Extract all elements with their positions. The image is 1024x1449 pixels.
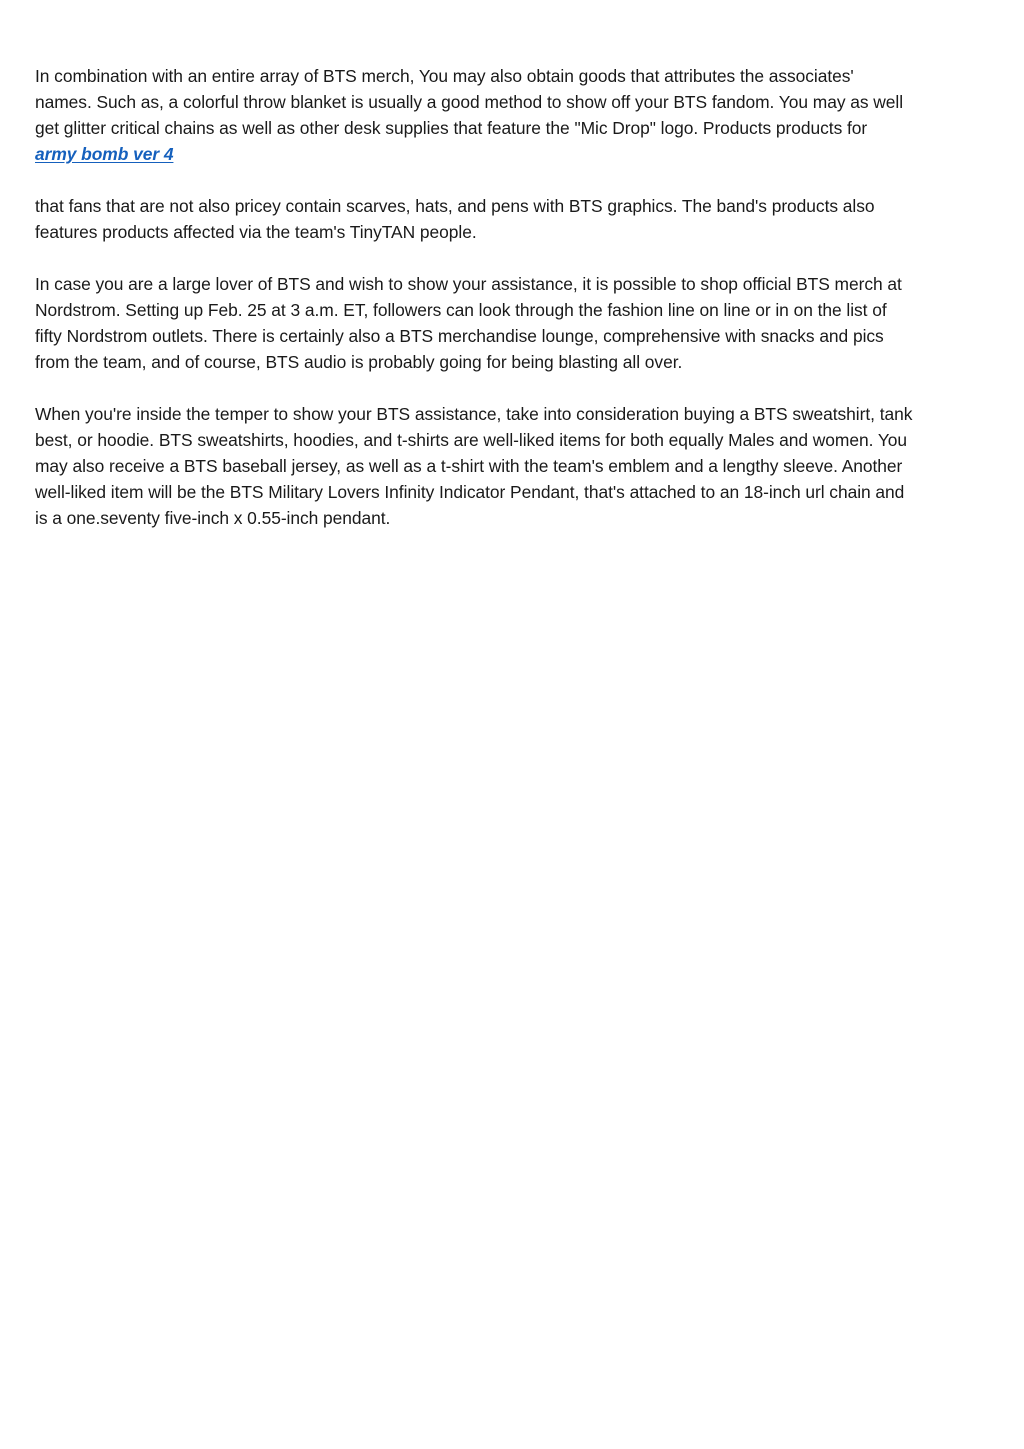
text-line: best, or hoodie. BTS sweatshirts, hoodies, and t-shirts are well-liked items for both equally Males and women. You bbox=[35, 430, 908, 450]
text-line: In case you are a large lover of BTS and wish to show your assistance, it is possible to shop official BTS merch at bbox=[35, 274, 902, 294]
text-line: In combination with an entire array of BTS merch, You may also obtain goods that attributes the associates' bbox=[35, 66, 854, 86]
paragraph-merch-intro bbox=[35, 63, 995, 167]
text-line: names. Such as, a colorful throw blanket is usually a good method to show off your BTS fandom. You may as well bbox=[35, 92, 904, 112]
text-line: fifty Nordstrom outlets. There is certainly also a BTS merchandise lounge, comprehensive with snacks and pics bbox=[35, 326, 884, 346]
document-page bbox=[35, 63, 995, 557]
link-line bbox=[35, 141, 995, 167]
text-line: well-liked item will be the BTS Military Lovers Infinity Indicator Pendant, that's attached to an 18-inch url chain and bbox=[35, 482, 905, 502]
text-line: from the team, and of course, BTS audio is probably going for being blasting all over. bbox=[35, 352, 683, 372]
paragraph-apparel bbox=[35, 401, 995, 531]
text-line: Nordstrom. Setting up Feb. 25 at 3 a.m. ET, followers can look through the fashion line on line or in on the list of bbox=[35, 300, 887, 320]
text-line: may also receive a BTS baseball jersey, as well as a t-shirt with the team's emblem and a lengthy sleeve. Another bbox=[35, 456, 903, 476]
text-line: When you're inside the temper to show your BTS assistance, take into consideration buying a BTS sweatshirt, tank bbox=[35, 404, 913, 424]
army-bomb-link[interactable]: army bomb ver 4 bbox=[35, 144, 174, 164]
text-line: is a one.seventy five-inch x 0.55-inch pendant. bbox=[35, 508, 391, 528]
text-line: that fans that are not also pricey contain scarves, hats, and pens with BTS graphics. The band's products also bbox=[35, 196, 875, 216]
paragraph-affordable-items bbox=[35, 193, 995, 245]
text-line: features products affected via the team's TinyTAN people. bbox=[35, 222, 477, 242]
paragraph-nordstrom bbox=[35, 271, 995, 375]
text-line: get glitter critical chains as well as other desk supplies that feature the "Mic Drop" logo. Products products for bbox=[35, 118, 868, 138]
